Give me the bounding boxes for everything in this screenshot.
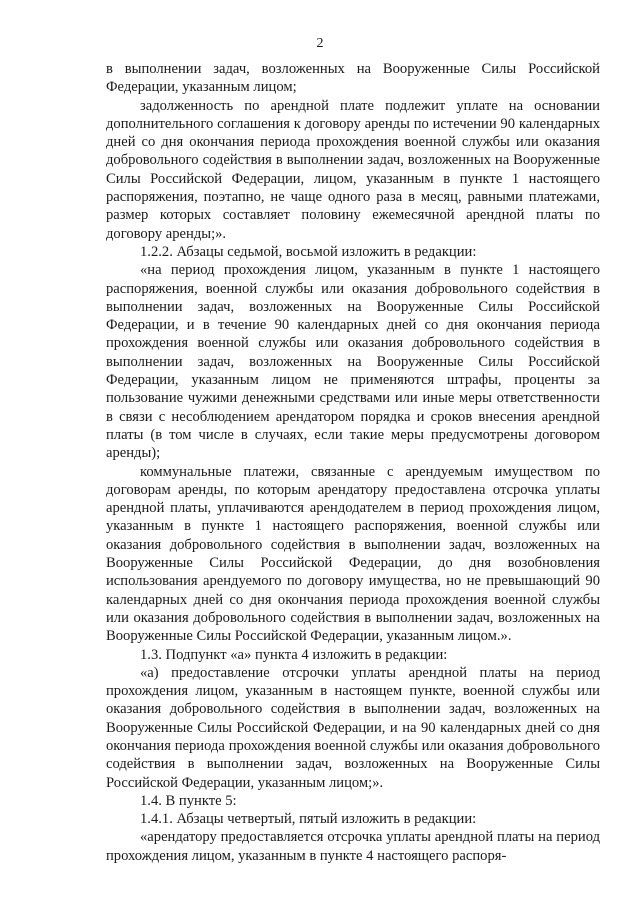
paragraph-deferral-granted: «арендатору предоставляется отсрочка уплаты арендной платы на период прохождения лицом, указанным в пункте 4 настоящего распоря-: [106, 829, 600, 864]
paragraph-debt-repayment: задолженность по арендной плате подлежит уплате на основании дополнительного соглашения к договору аренды по истечении 90 календарных дней со дня окончания периода прохождения военной службы или оказания добровольного содействия в выполнении задач, возложенных на Вооруженные Силы Российской Федерации, лицом, указанным в пункте 1 настоящего распоряжения, поэтапно, не чаще одного раза в месяц, равными платежами, размер которых составляет половину ежемесячной арендной платы по договору аренды;».: [106, 97, 600, 242]
paragraph-clause-1-4: 1.4. В пункте 5:: [140, 792, 237, 809]
paragraph-continuation: в выполнении задач, возложенных на Вооруженные Силы Российской Федерации, указанным лицом;: [106, 61, 600, 96]
paragraph-clause-1-2-2: 1.2.2. Абзацы седьмой, восьмой изложить в редакции:: [140, 243, 477, 260]
document-body: [106, 60, 600, 865]
paragraph-no-penalties: «на период прохождения лицом, указанным в пункте 1 настоящего распоряжения, военной службы или оказания добровольного содействия в выполнении задач, возложенных на Вооруженные Силы Российской Федерации, и в течение 90 календарных дней со дня окончания периода прохождения военной службы или оказания добровольного содействия в выполнении задач, возложенных на Вооруженные Силы Российской Федерации, указанным лицом не применяются штрафы, проценты за пользование чужими денежными средствами или иные меры ответственности в связи с несоблюдением арендатором порядка и сроков внесения арендной платы (в том числе в случаях, если такие меры предусмотрены договором аренды);: [106, 262, 600, 462]
page-number: 2: [316, 36, 324, 51]
paragraph-subclause-a: «а) предоставление отсрочки уплаты арендной платы на период прохождения лицом, указанным в настоящем пункте, военной службы или оказания добровольного содействия в выполнении задач, возложенных на Вооруженные Силы Российской Федерации, и на 90 календарных дней со дня окончания периода прохождения военной службы или оказания добровольного содействия в выполнении задач, возложенных на Вооруженные Силы Российской Федерации, указанным лицом;».: [106, 664, 600, 791]
paragraph-clause-1-4-1: 1.4.1. Абзацы четвертый, пятый изложить в редакции:: [140, 811, 477, 828]
paragraph-utility-payments: коммунальные платежи, связанные с арендуемым имуществом по договорам аренды, по которым арендатору предоставлена отсрочка уплаты арендной платы, уплачиваются арендодателем в период прохождения лицом, указанным в пункте 1 настоящего распоряжения, военной службы или оказания добровольного содействия в выполнении задач, возложенных на Вооруженные Силы Российской Федерации, до дня возобновления использования арендуемого по договору имущества, но не превышающий 90 календарных дней со дня окончания периода прохождения военной службы или оказания добровольного содействия в выполнении задач, возложенных на Вооруженные Силы Российской Федерации, указанным лицом.».: [106, 463, 600, 645]
paragraph-clause-1-3: 1.3. Подпункт «а» пункта 4 изложить в редакции:: [140, 646, 448, 663]
